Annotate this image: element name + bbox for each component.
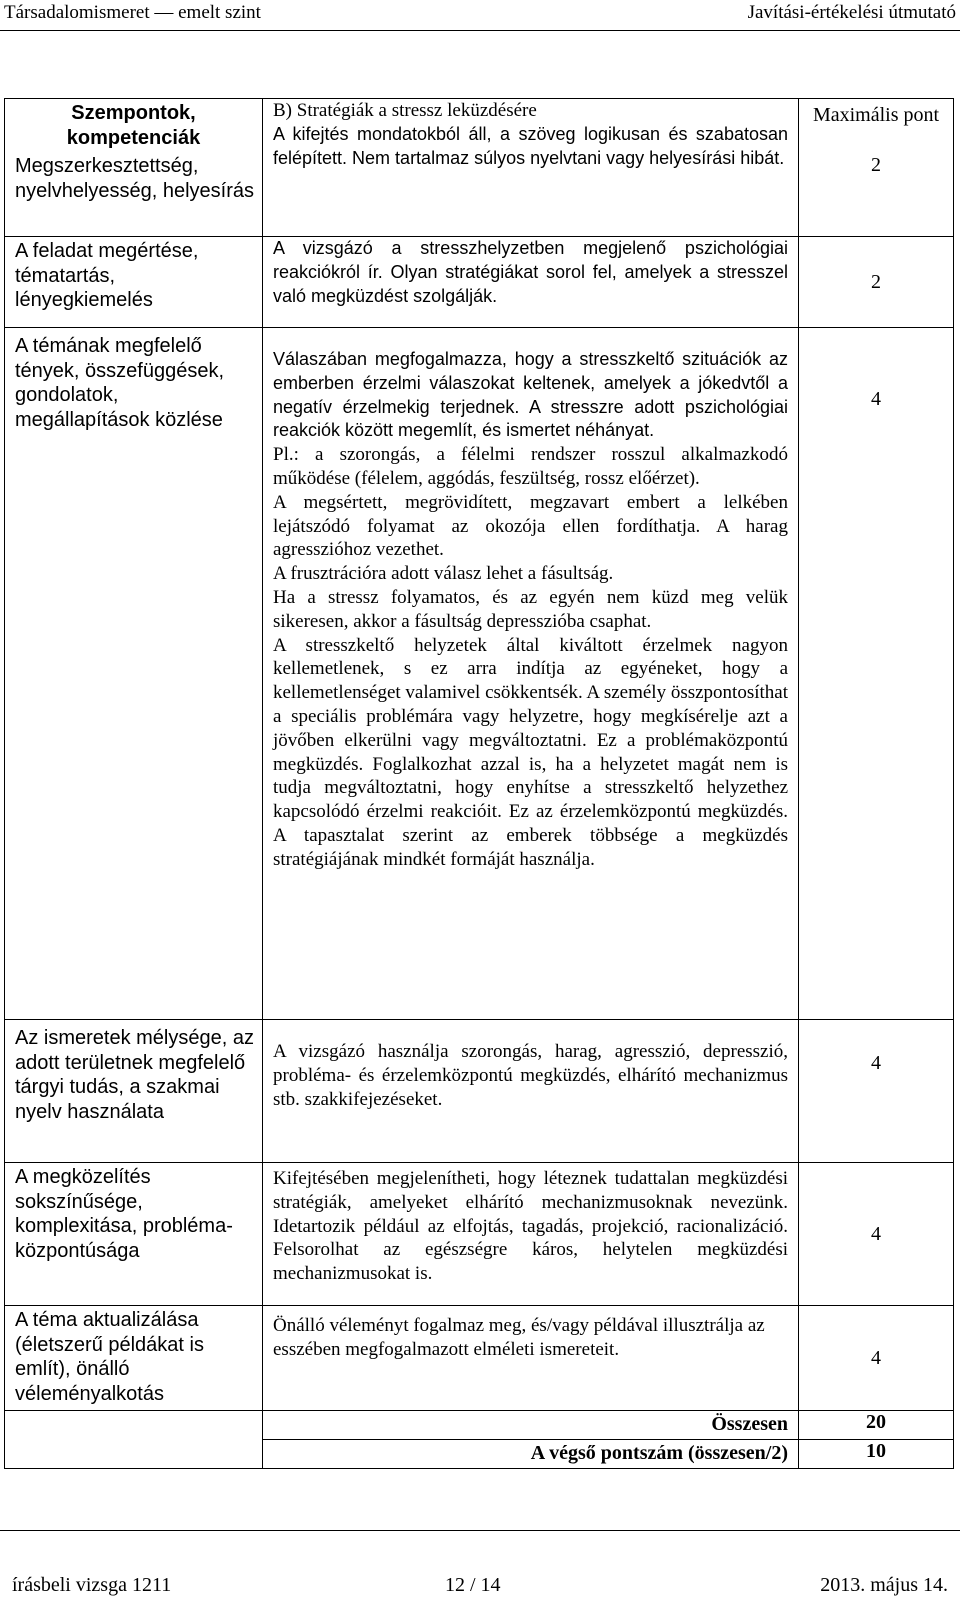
header-subject: Társadalomismeret — emelt szint	[4, 2, 261, 23]
description-cell	[263, 1306, 799, 1411]
footer-rule	[0, 1530, 960, 1531]
description-paragraph: Ha a stressz folyamatos, és az egyén nem küzd meg velük sikeresen, akkor a fásultság depresszióba csaphat.	[273, 586, 788, 632]
points-column-header: Maximális pont	[812, 104, 940, 126]
criteria-text: A feladat megértése, tématartás, lényegkiemelés	[15, 240, 199, 311]
criteria-text: Megszerkesztettség, nyelvhelyesség, helyesírás	[15, 155, 255, 202]
description-text: Önálló véleményt fogalmaz meg, és/vagy példával illusztrálja az esszében megfogalmazott elméleti ismereteit.	[273, 1315, 765, 1360]
criteria-cell	[5, 99, 263, 237]
total-label: Összesen	[263, 1411, 799, 1440]
scoring-table	[4, 98, 954, 1469]
page-footer	[0, 1530, 960, 1596]
points-value: 2	[799, 237, 954, 328]
final-score-value: 10	[799, 1440, 954, 1469]
points-value: 4	[799, 328, 954, 1020]
criteria-cell	[5, 237, 263, 328]
description-cell	[263, 328, 799, 1020]
description-paragraph: A megsértett, megrövidített, megzavart embert a lelkében lejátszódó folyamat az okozója ellen fordíthatja. A harag agresszióhoz vezethet.	[273, 491, 788, 561]
table-row	[5, 1306, 954, 1411]
points-value: 4	[799, 1306, 954, 1411]
footer-exam-code: írásbeli vizsga 1211	[12, 1574, 172, 1596]
description-cell	[263, 99, 799, 237]
footer-date: 2013. május 14.	[820, 1574, 948, 1596]
description-cell	[263, 1163, 799, 1306]
criteria-text: Az ismeretek mélysége, az adott területnek megfelelő tárgyi tudás, a szakmai nyelv használata	[15, 1027, 254, 1123]
description-cell	[263, 237, 799, 328]
section-title: B) Stratégiák a stressz leküzdésére	[273, 100, 537, 121]
description-text: A kifejtés mondatokból áll, a szöveg logikusan és szabatosan felépített. Nem tartalmaz súlyos nyelvtani vagy helyesírási hibát.	[273, 123, 788, 168]
description-paragraph: Pl.: a szorongás, a félelmi rendszer rosszul alkalmazkodó működése (félelem, aggódás, feszültség, rossz előérzet).	[273, 444, 788, 489]
page-header	[0, 0, 960, 40]
table-row	[5, 328, 954, 1020]
criteria-text: A téma aktualizálása (életszerű példákat is említ), önálló véleményalkotás	[15, 1309, 204, 1405]
final-score-label: A végső pontszám (összesen/2)	[263, 1440, 799, 1469]
total-row	[5, 1411, 954, 1440]
final-score-row	[5, 1440, 954, 1469]
description-paragraph: A stresszkeltő helyzetek által kiváltott érzelmek nagyon kellemetlenek, s ez arra indítja az egyéneket, hogy a kellemetlenséget valamivel csökkentsék. A személy összpontosíthat a speciális problémára vagy helyzetre, hogy megkísérelje azt a jövőben elkerülni vagy megváltoztatni. Ez a problémaközpontú megküzdés. Foglalkozhat azzal is, ha a helyzetet magát nem is tudja megváltoztatni, hogy enyhítse a stresszkeltő helyzethez kapcsolódó érzelmi reakcióit. Ez az érzelemközpontú megküzdés. A tapasztalat szerint az emberek többsége a megküzdés stratégiájának mindkét formáját használja.	[273, 634, 788, 870]
header-rule	[0, 30, 960, 31]
description-text: A vizsgázó a stresszhelyzetben megjelenő pszichológiai reakciókról ír. Olyan stratégiákat sorol fel, amelyek a stresszel való megküzdést szolgálják.	[273, 238, 788, 306]
description-text: Válaszában megfogalmazza, hogy a stresszkeltő szituációk az emberben érzelmi válaszokat keltenek, amelyek a jókedvtől a negatív érzelmekig terjednek. A stresszre adott pszichológiai reakciók között megemlít, és ismertet néhányat.	[273, 349, 788, 441]
points-value: 2	[871, 154, 881, 176]
points-cell	[799, 99, 954, 237]
description-text: Kifejtésében megjelenítheti, hogy léteznek tudattalan megküzdési stratégiák, amelyeket elhárító mechanizmusoknak nevezünk. Idetartozik például az elfojtás, tagadás, projekció, racionalizáció. Felsorolhat az egészségre káros, helytelen megküzdési mechanizmusokat is.	[273, 1168, 788, 1285]
points-value: 4	[799, 1163, 954, 1306]
criteria-column-header: Szempontok, kompetenciák	[66, 102, 201, 149]
table-row	[5, 99, 954, 237]
footer-page-number: 12 / 14	[445, 1574, 501, 1596]
criteria-text: A megközelítés sokszínűsége, komplexitása, probléma-központúsága	[15, 1166, 233, 1262]
table-row	[5, 1020, 954, 1163]
total-value: 20	[799, 1411, 954, 1440]
criteria-cell	[5, 1163, 263, 1306]
table-row	[5, 1163, 954, 1306]
criteria-cell	[5, 328, 263, 1020]
description-paragraph: A frusztrációra adott válasz lehet a fásultság.	[273, 563, 614, 585]
criteria-cell	[5, 1020, 263, 1163]
criteria-cell	[5, 1306, 263, 1411]
header-doc-type: Javítási-értékelési útmutató	[747, 2, 956, 23]
criteria-text: A témának megfelelő tények, összefüggések, gondolatok, megállapítások közlése	[15, 335, 225, 431]
points-value: 4	[799, 1020, 954, 1163]
table-row	[5, 237, 954, 328]
description-cell	[263, 1020, 799, 1163]
description-text: A vizsgázó használja szorongás, harag, agresszió, depresszió, probléma- és érzelemközpontú megküzdés, elhárító mechanizmus stb. szakkifejezéseket.	[273, 1041, 788, 1110]
